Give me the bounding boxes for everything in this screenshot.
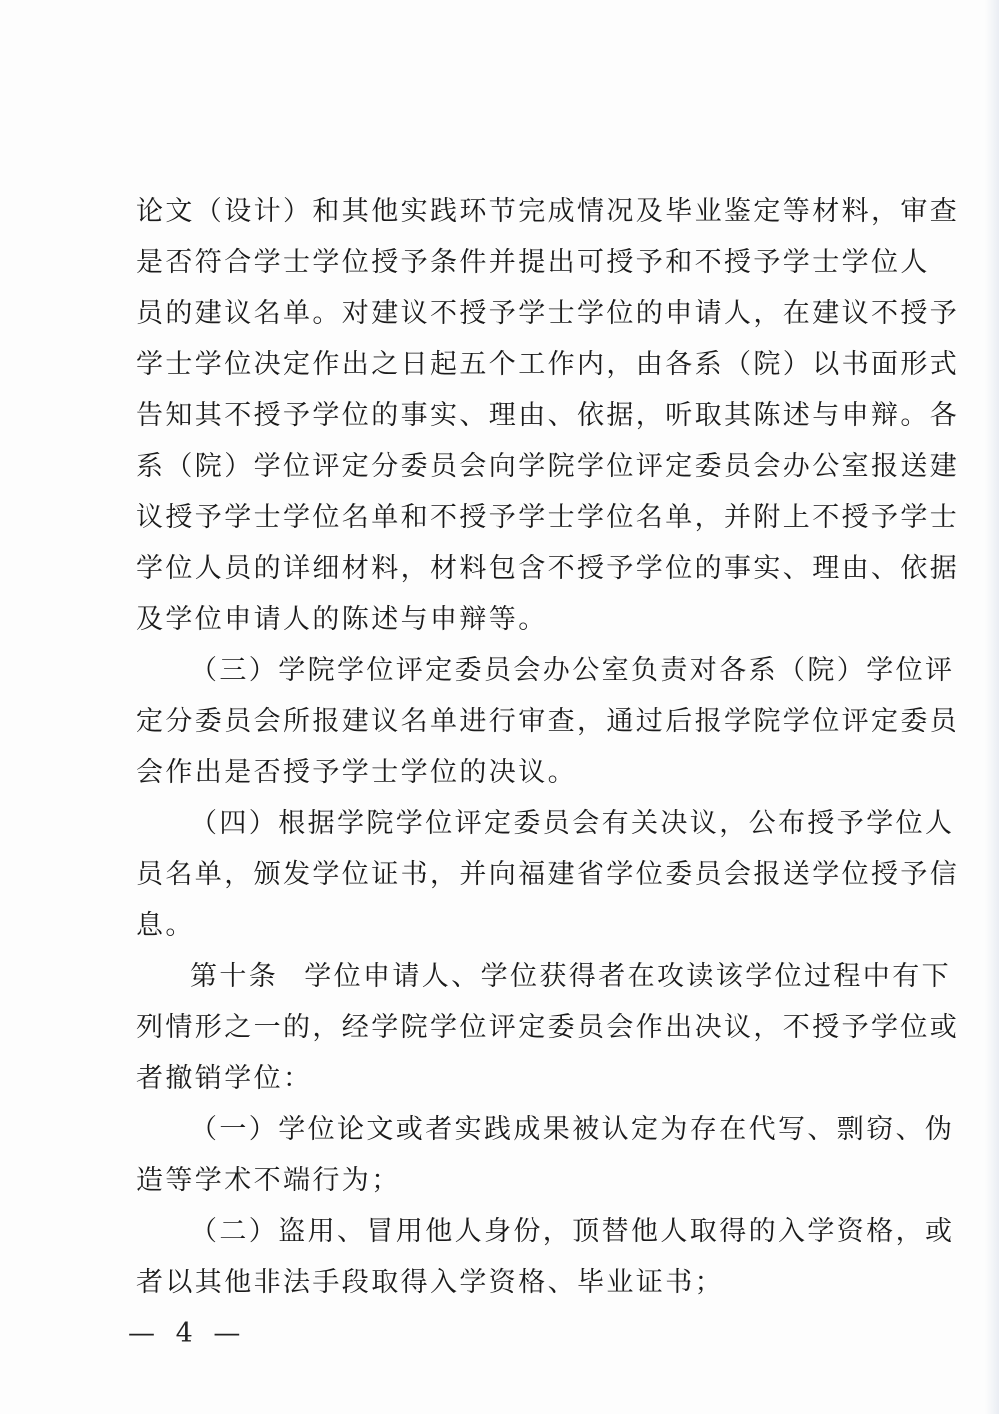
article-number: 第十条 xyxy=(190,961,279,992)
text-line: 列情形之一的，经学院学位评定委员会作出决议，不授予学位或 xyxy=(136,1012,960,1043)
text-line: 论文（设计）和其他实践环节完成情况及毕业鉴定等材料，审查 xyxy=(136,196,960,227)
text-line: 者撤销学位： xyxy=(136,1063,313,1094)
text-line: 造等学术不端行为； xyxy=(136,1165,401,1196)
text-line: 议授予学士学位名单和不授予学士学位名单，并附上不授予学士 xyxy=(136,502,960,533)
text-line: 员名单，颁发学位证书，并向福建省学位委员会报送学位授予信 xyxy=(136,859,960,890)
text-line: 会作出是否授予学士学位的决议。 xyxy=(136,757,577,788)
text-line: 学士学位决定作出之日起五个工作内，由各系（院）以书面形式 xyxy=(136,349,960,380)
paragraph-continuation xyxy=(136,186,960,645)
clause-1 xyxy=(136,1104,955,1206)
text-line: 员的建议名单。对建议不授予学士学位的申请人，在建议不授予 xyxy=(136,298,960,329)
text-line xyxy=(136,951,952,1002)
text-line: 及学位申请人的陈述与申辩等。 xyxy=(136,604,548,635)
article-text: 学位申请人、学位获得者在攻读该学位过程中有下 xyxy=(304,961,952,992)
paragraph-item-4 xyxy=(136,798,960,951)
text-line: 者以其他非法手段取得入学资格、毕业证书； xyxy=(136,1267,724,1298)
document-body xyxy=(136,186,960,1308)
text-line: 息。 xyxy=(136,910,195,941)
text-line: 告知其不授予学位的事实、理由、依据，听取其陈述与申辩。各 xyxy=(136,400,960,431)
article-10 xyxy=(136,951,960,1104)
scan-edge-shadow xyxy=(985,0,999,1414)
text-line: 学位人员的详细材料，材料包含不授予学位的事实、理由、依据 xyxy=(136,553,960,584)
text-line: 是否符合学士学位授予条件并提出可授予和不授予学士学位人 xyxy=(136,247,930,278)
text-line: （一）学位论文或者实践成果被认定为存在代写、剽窃、伪 xyxy=(190,1114,955,1145)
text-line: （三）学院学位评定委员会办公室负责对各系（院）学位评 xyxy=(190,655,955,686)
text-line: 定分委员会所报建议名单进行审查，通过后报学院学位评定委员 xyxy=(136,706,960,737)
text-line: （二）盗用、冒用他人身份，顶替他人取得的入学资格，或 xyxy=(190,1216,955,1247)
paragraph-item-3 xyxy=(136,645,960,798)
page-number: — 4 — xyxy=(128,1318,247,1349)
clause-2 xyxy=(136,1206,955,1308)
text-line: （四）根据学院学位评定委员会有关决议，公布授予学位人 xyxy=(190,808,955,839)
text-line: 系（院）学位评定分委员会向学院学位评定委员会办公室报送建 xyxy=(136,451,960,482)
